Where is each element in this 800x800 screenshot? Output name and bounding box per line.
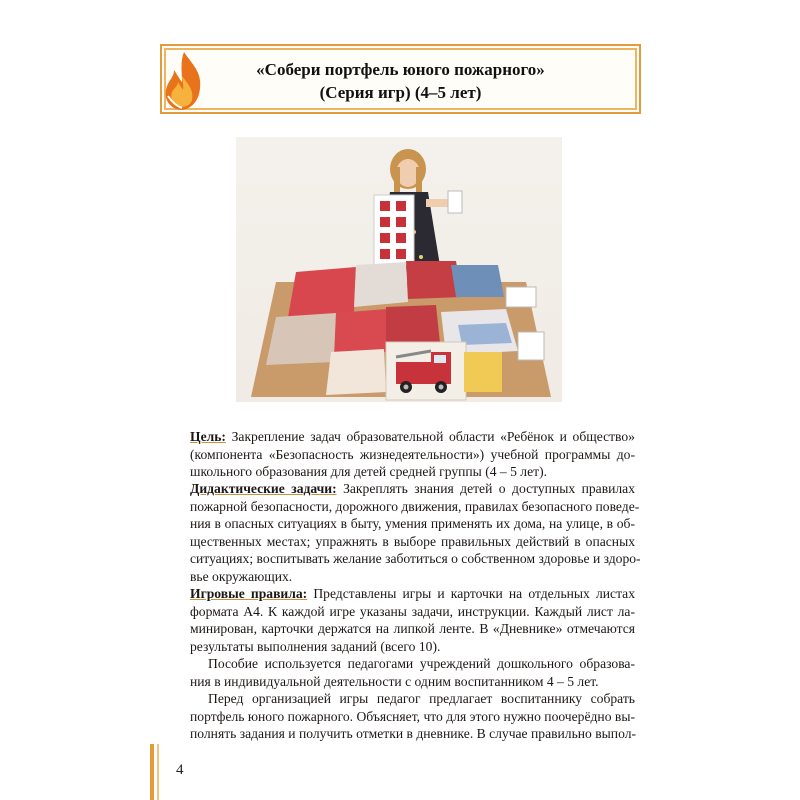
footer-bar	[150, 744, 154, 800]
paragraph-line: Игровые правила: Представлены игры и карточки на отдельных листах	[190, 586, 636, 601]
paragraph-line: результаты выполнения заданий (всего 10).	[190, 638, 441, 654]
paragraph-line: школьного образования для детей средней группы (4 – 5 лет).	[190, 464, 547, 480]
page-number: 4	[176, 762, 184, 778]
paragraph-organization	[190, 690, 635, 743]
label-didactic-tasks: Дидактические задачи:	[190, 481, 337, 496]
paragraph-line: пожарной безопасности, дорожного движения, правилах безопасного поведе-	[190, 498, 640, 514]
paragraph-line: вье окружающих.	[190, 568, 293, 584]
paragraph-line: (компонента «Безопасность жизнедеятельности») учебной программы до-	[190, 446, 635, 462]
flame-icon	[162, 50, 208, 112]
paragraph-line: формата А4. К каждой игре указаны задачи, инструкции. Каждый лист ла-	[190, 603, 635, 619]
footer-bar-thin	[157, 744, 159, 800]
photo-girl-with-games	[236, 137, 562, 402]
paragraph-line: минирован, карточки держатся на липкой ленте. В «Дневнике» отмечаются	[190, 621, 635, 637]
paragraph-goal	[190, 428, 635, 481]
photo-illustration	[236, 137, 562, 402]
paragraph-line: ситуациях; воспитывать желание заботиться о собственном здоровье и здоро-	[190, 551, 641, 567]
paragraph-line: Цель: Закрепление задач образовательной области «Ребёнок и общество»	[190, 429, 635, 444]
paragraph-line: щественных местах; упражнять в выборе правильных действий в опасных	[190, 533, 635, 549]
paragraph-line: полнять задания и получить отметки в дневнике. В случае правильно выпол-	[190, 726, 636, 742]
paragraph-line: ния в опасных ситуациях в быту, умения применять их дома, на улице, в об-	[190, 516, 635, 532]
label-goal: Цель:	[190, 429, 226, 444]
paragraph-line: ния в индивидуальной деятельности с одним воспитанником 4 – 5 лет.	[190, 673, 599, 689]
paragraph-line: Перед организацией игры педагог предлагает воспитаннику собрать	[208, 691, 635, 706]
paragraph-game-rules	[190, 585, 635, 655]
paragraph-didactic-tasks	[190, 480, 641, 586]
page-subtitle: (Серия игр) (4–5 лет)	[319, 83, 482, 102]
paragraph-usage	[190, 655, 635, 690]
paragraph-line: Пособие используется педагогами учреждений дошкольного образова-	[208, 656, 635, 671]
label-game-rules: Игровые правила:	[190, 586, 308, 601]
paragraph-line: портфель юного пожарного. Объясняет, что для этого нужно поочерёдно вы-	[190, 708, 635, 724]
paragraph-line: Дидактические задачи: Закреплять знания детей о доступных правилах	[190, 481, 635, 496]
page-title: «Собери портфель юного пожарного»	[256, 60, 545, 79]
title-box	[160, 44, 641, 114]
